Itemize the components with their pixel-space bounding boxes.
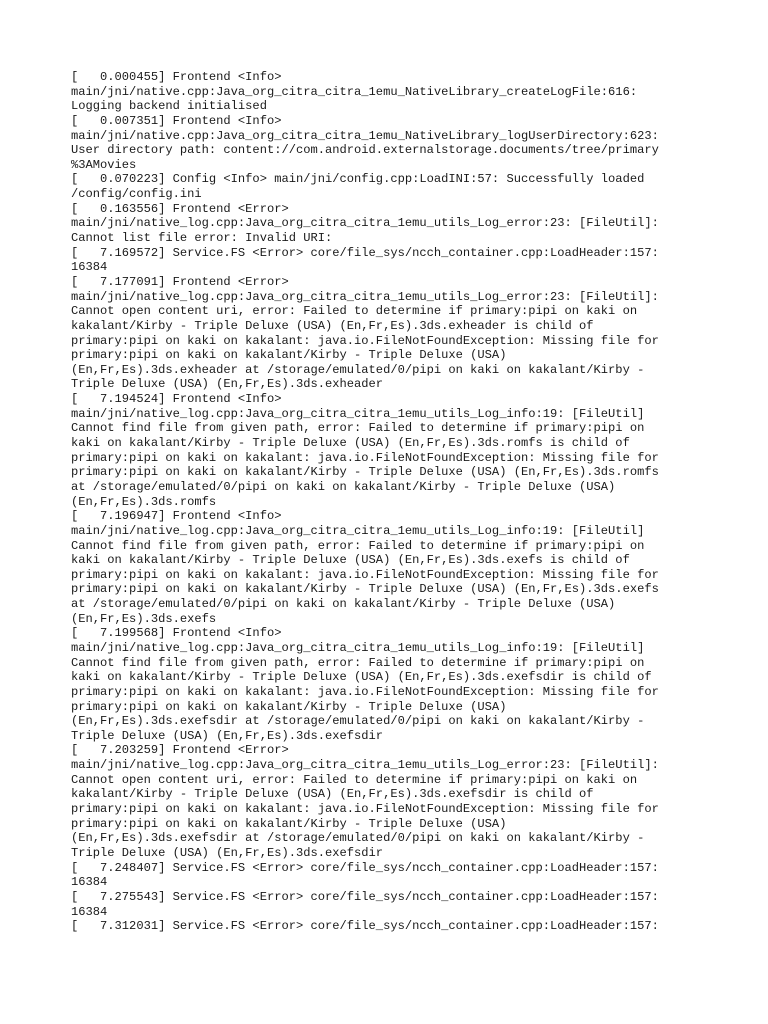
log-line: primary:pipi on kaki on kakalant: java.io.FileNotFoundException: Missing file for	[71, 684, 659, 699]
log-document	[71, 70, 691, 934]
log-line: main/jni/native_log.cpp:Java_org_citra_citra_1emu_utils_Log_error:23: [FileUtil]:	[71, 216, 659, 231]
log-line: primary:pipi on kaki on kakalant: java.io.FileNotFoundException: Missing file for	[71, 802, 659, 817]
log-line: main/jni/native_log.cpp:Java_org_citra_citra_1emu_utils_Log_error:23: [FileUtil]:	[71, 289, 659, 304]
log-line: primary:pipi on kaki on kakalant/Kirby - Triple Deluxe (USA) (En,Fr,Es).3ds.exefs	[71, 582, 659, 597]
log-line: primary:pipi on kaki on kakalant/Kirby - Triple Deluxe (USA)	[71, 699, 507, 714]
log-line: kakalant/Kirby - Triple Deluxe (USA) (En,Fr,Es).3ds.exefsdir is child of	[71, 787, 594, 802]
log-line: (En,Fr,Es).3ds.romfs	[71, 494, 217, 509]
log-line: main/jni/native_log.cpp:Java_org_citra_citra_1emu_utils_Log_info:19: [FileUtil]	[71, 406, 645, 421]
log-line: [ 7.312031] Service.FS <Error> core/file_sys/ncch_container.cpp:LoadHeader:157:	[71, 919, 659, 934]
log-line: [ 0.007351] Frontend <Info>	[71, 113, 282, 128]
log-line: primary:pipi on kaki on kakalant/Kirby - Triple Deluxe (USA) (En,Fr,Es).3ds.romfs	[71, 465, 659, 480]
log-line: Triple Deluxe (USA) (En,Fr,Es).3ds.exheader	[71, 377, 384, 392]
log-line: (En,Fr,Es).3ds.exefs	[71, 611, 217, 626]
log-line: Logging backend initialised	[71, 99, 267, 114]
log-line: /config/config.ini	[71, 187, 202, 202]
log-line: main/jni/native_log.cpp:Java_org_citra_citra_1emu_utils_Log_info:19: [FileUtil]	[71, 523, 645, 538]
log-line: kaki on kakalant/Kirby - Triple Deluxe (USA) (En,Fr,Es).3ds.exefsdir is child of	[71, 670, 652, 685]
log-line: [ 7.275543] Service.FS <Error> core/file_sys/ncch_container.cpp:LoadHeader:157:	[71, 889, 659, 904]
log-line: 16384	[71, 875, 108, 890]
log-line: at /storage/emulated/0/pipi on kaki on kakalant/Kirby - Triple Deluxe (USA)	[71, 597, 616, 612]
log-line: 16384	[71, 904, 108, 919]
log-line: [ 7.199568] Frontend <Info>	[71, 626, 282, 641]
log-line: kaki on kakalant/Kirby - Triple Deluxe (USA) (En,Fr,Es).3ds.romfs is child of	[71, 436, 630, 451]
log-line: primary:pipi on kaki on kakalant: java.io.FileNotFoundException: Missing file for	[71, 333, 659, 348]
log-line: [ 0.070223] Config <Info> main/jni/config.cpp:LoadINI:57: Successfully loaded	[71, 172, 645, 187]
log-line: [ 7.196947] Frontend <Info>	[71, 509, 282, 524]
log-line: kakalant/Kirby - Triple Deluxe (USA) (En,Fr,Es).3ds.exheader is child of	[71, 318, 594, 333]
log-line: Cannot find file from given path, error: Failed to determine if primary:pipi on	[71, 421, 645, 436]
log-line: primary:pipi on kaki on kakalant: java.io.FileNotFoundException: Missing file for	[71, 567, 659, 582]
log-line: Triple Deluxe (USA) (En,Fr,Es).3ds.exefsdir	[71, 845, 384, 860]
log-line: main/jni/native.cpp:Java_org_citra_citra_1emu_NativeLibrary_logUserDirectory:623:	[71, 128, 659, 143]
log-line: Cannot find file from given path, error: Failed to determine if primary:pipi on	[71, 655, 645, 670]
log-line: kaki on kakalant/Kirby - Triple Deluxe (USA) (En,Fr,Es).3ds.exefs is child of	[71, 553, 630, 568]
log-line: 16384	[71, 260, 108, 275]
log-line: Triple Deluxe (USA) (En,Fr,Es).3ds.exefsdir	[71, 728, 384, 743]
log-line: [ 0.000455] Frontend <Info>	[71, 70, 282, 84]
log-line: (En,Fr,Es).3ds.exheader at /storage/emulated/0/pipi on kaki on kakalant/Kirby -	[71, 362, 645, 377]
log-line: Cannot open content uri, error: Failed to determine if primary:pipi on kaki on	[71, 772, 638, 787]
log-line: [ 7.169572] Service.FS <Error> core/file_sys/ncch_container.cpp:LoadHeader:157:	[71, 245, 659, 260]
log-line: User directory path: content://com.android.externalstorage.documents/tree/primary	[71, 143, 659, 158]
log-line: main/jni/native_log.cpp:Java_org_citra_citra_1emu_utils_Log_error:23: [FileUtil]:	[71, 758, 659, 773]
log-line: primary:pipi on kaki on kakalant/Kirby - Triple Deluxe (USA)	[71, 816, 507, 831]
log-line: primary:pipi on kaki on kakalant: java.io.FileNotFoundException: Missing file for	[71, 450, 659, 465]
log-line: (En,Fr,Es).3ds.exefsdir at /storage/emulated/0/pipi on kaki on kakalant/Kirby -	[71, 714, 645, 729]
log-line: [ 7.194524] Frontend <Info>	[71, 392, 282, 407]
log-line: %3AMovies	[71, 157, 137, 172]
log-line: at /storage/emulated/0/pipi on kaki on kakalant/Kirby - Triple Deluxe (USA)	[71, 479, 616, 494]
log-line: [ 7.203259] Frontend <Error>	[71, 743, 289, 758]
log-line: [ 7.177091] Frontend <Error>	[71, 274, 289, 289]
log-line: main/jni/native_log.cpp:Java_org_citra_citra_1emu_utils_Log_info:19: [FileUtil]	[71, 640, 645, 655]
log-line: primary:pipi on kaki on kakalant/Kirby - Triple Deluxe (USA)	[71, 348, 507, 363]
log-line: Cannot find file from given path, error: Failed to determine if primary:pipi on	[71, 538, 645, 553]
log-line: [ 7.248407] Service.FS <Error> core/file_sys/ncch_container.cpp:LoadHeader:157:	[71, 860, 659, 875]
log-line: Cannot list file error: Invalid URI:	[71, 231, 333, 246]
log-line: main/jni/native.cpp:Java_org_citra_citra_1emu_NativeLibrary_createLogFile:616:	[71, 84, 638, 99]
log-line: [ 0.163556] Frontend <Error>	[71, 201, 289, 216]
log-line: (En,Fr,Es).3ds.exefsdir at /storage/emulated/0/pipi on kaki on kakalant/Kirby -	[71, 831, 645, 846]
log-line: Cannot open content uri, error: Failed to determine if primary:pipi on kaki on	[71, 304, 638, 319]
